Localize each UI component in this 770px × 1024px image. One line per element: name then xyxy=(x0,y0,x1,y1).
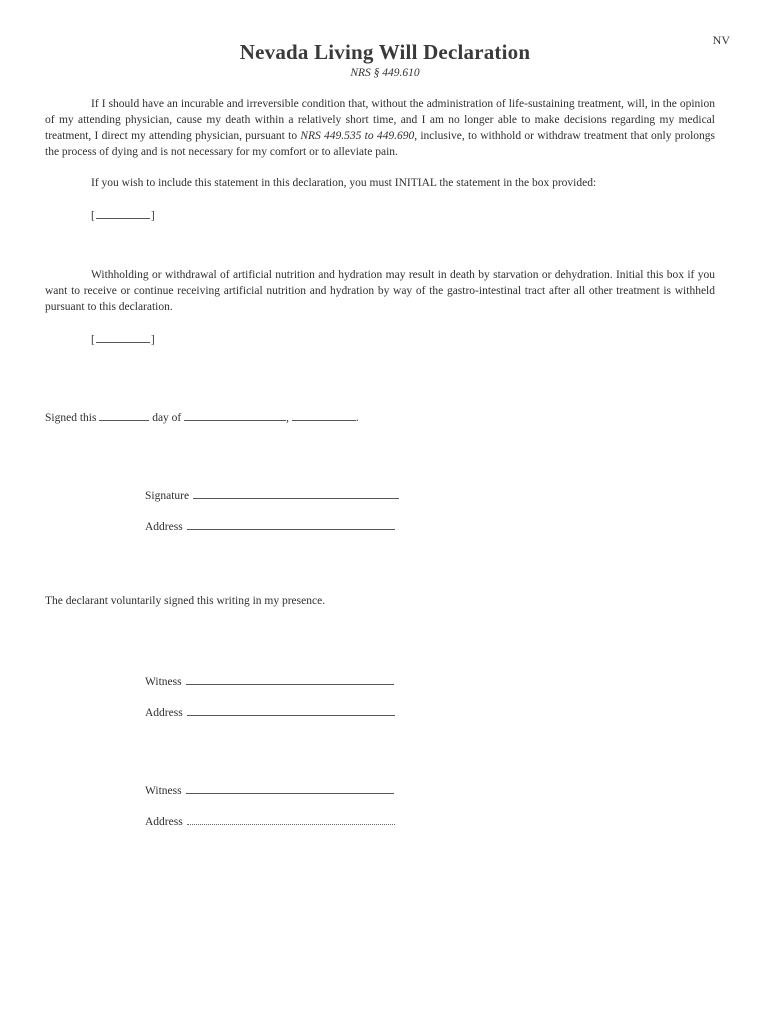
nutrition-paragraph: Withholding or withdrawal of artificial nutrition and hydration may result in death by starvation or dehydration. Initial this box if you want to receive or continue receiving artificial nutrition and hydration by way of the gastro-intestinal tract after all other treatment is withheld pursuant to this declaration. xyxy=(45,269,715,313)
directive-text-start: If I should have an incurable and irreversible condition that, without the administration of life-sustaining treatment, will, in the opinion of my attending physician, cause my death within a relatively short time, and I am no longer able to make decisions regarding my medical treatment, I direct my attending physician, pursuant to xyxy=(45,98,715,142)
witness-2-address-field[interactable] xyxy=(187,812,395,825)
date-comma: , xyxy=(286,412,289,424)
signature-label: Signature xyxy=(145,490,190,502)
initial-box-2[interactable] xyxy=(91,330,155,346)
signed-this-label: Signed this xyxy=(45,412,97,424)
date-period: . xyxy=(355,412,359,424)
signature-row xyxy=(145,486,399,502)
address-label: Address xyxy=(145,707,183,719)
day-of-label: day of xyxy=(152,412,182,424)
witness-label: Witness xyxy=(145,676,182,688)
witness-label: Witness xyxy=(145,785,182,797)
witness-2-address-row xyxy=(145,812,395,828)
signature-field[interactable] xyxy=(193,486,399,499)
statute-citation: NRS 449.535 to 449.690 xyxy=(300,130,415,142)
directive-text-end: , inclusive, to withhold or withdraw treatment that only prolongs the process of dying and is not necessary for my comfort or to alleviate pain. xyxy=(45,130,715,158)
page-title: Nevada Living Will Declaration xyxy=(239,40,531,64)
declarant-address-field[interactable] xyxy=(187,517,395,530)
declarant-address-row xyxy=(145,517,395,533)
address-label: Address xyxy=(145,521,183,533)
address-label: Address xyxy=(145,816,183,828)
witness-2-row xyxy=(145,781,394,797)
witness-statement: The declarant voluntarily signed this writing in my presence. xyxy=(45,595,326,607)
bracket-open: [ xyxy=(91,334,95,346)
witness-2-field[interactable] xyxy=(186,781,394,794)
witness-1-field[interactable] xyxy=(186,672,394,685)
initial-box-1[interactable] xyxy=(91,206,155,222)
bracket-close: ] xyxy=(150,210,155,222)
witness-1-address-row xyxy=(145,703,395,719)
witness-1-row xyxy=(145,672,394,688)
directive-paragraph xyxy=(45,96,715,160)
state-code: NV xyxy=(712,33,730,47)
day-field[interactable] xyxy=(99,408,149,421)
statute-reference: NRS § 449.610 xyxy=(350,67,420,79)
signed-date-line xyxy=(45,408,359,424)
year-field[interactable] xyxy=(292,408,356,421)
initial-field-1[interactable] xyxy=(96,206,150,219)
initial-instruction: If you wish to include this statement in this declaration, you must INITIAL the statement in the box provided: xyxy=(91,177,597,189)
month-field[interactable] xyxy=(184,408,286,421)
initial-field-2[interactable] xyxy=(96,330,150,343)
bracket-open: [ xyxy=(91,210,95,222)
bracket-close: ] xyxy=(150,334,155,346)
witness-1-address-field[interactable] xyxy=(187,703,395,716)
